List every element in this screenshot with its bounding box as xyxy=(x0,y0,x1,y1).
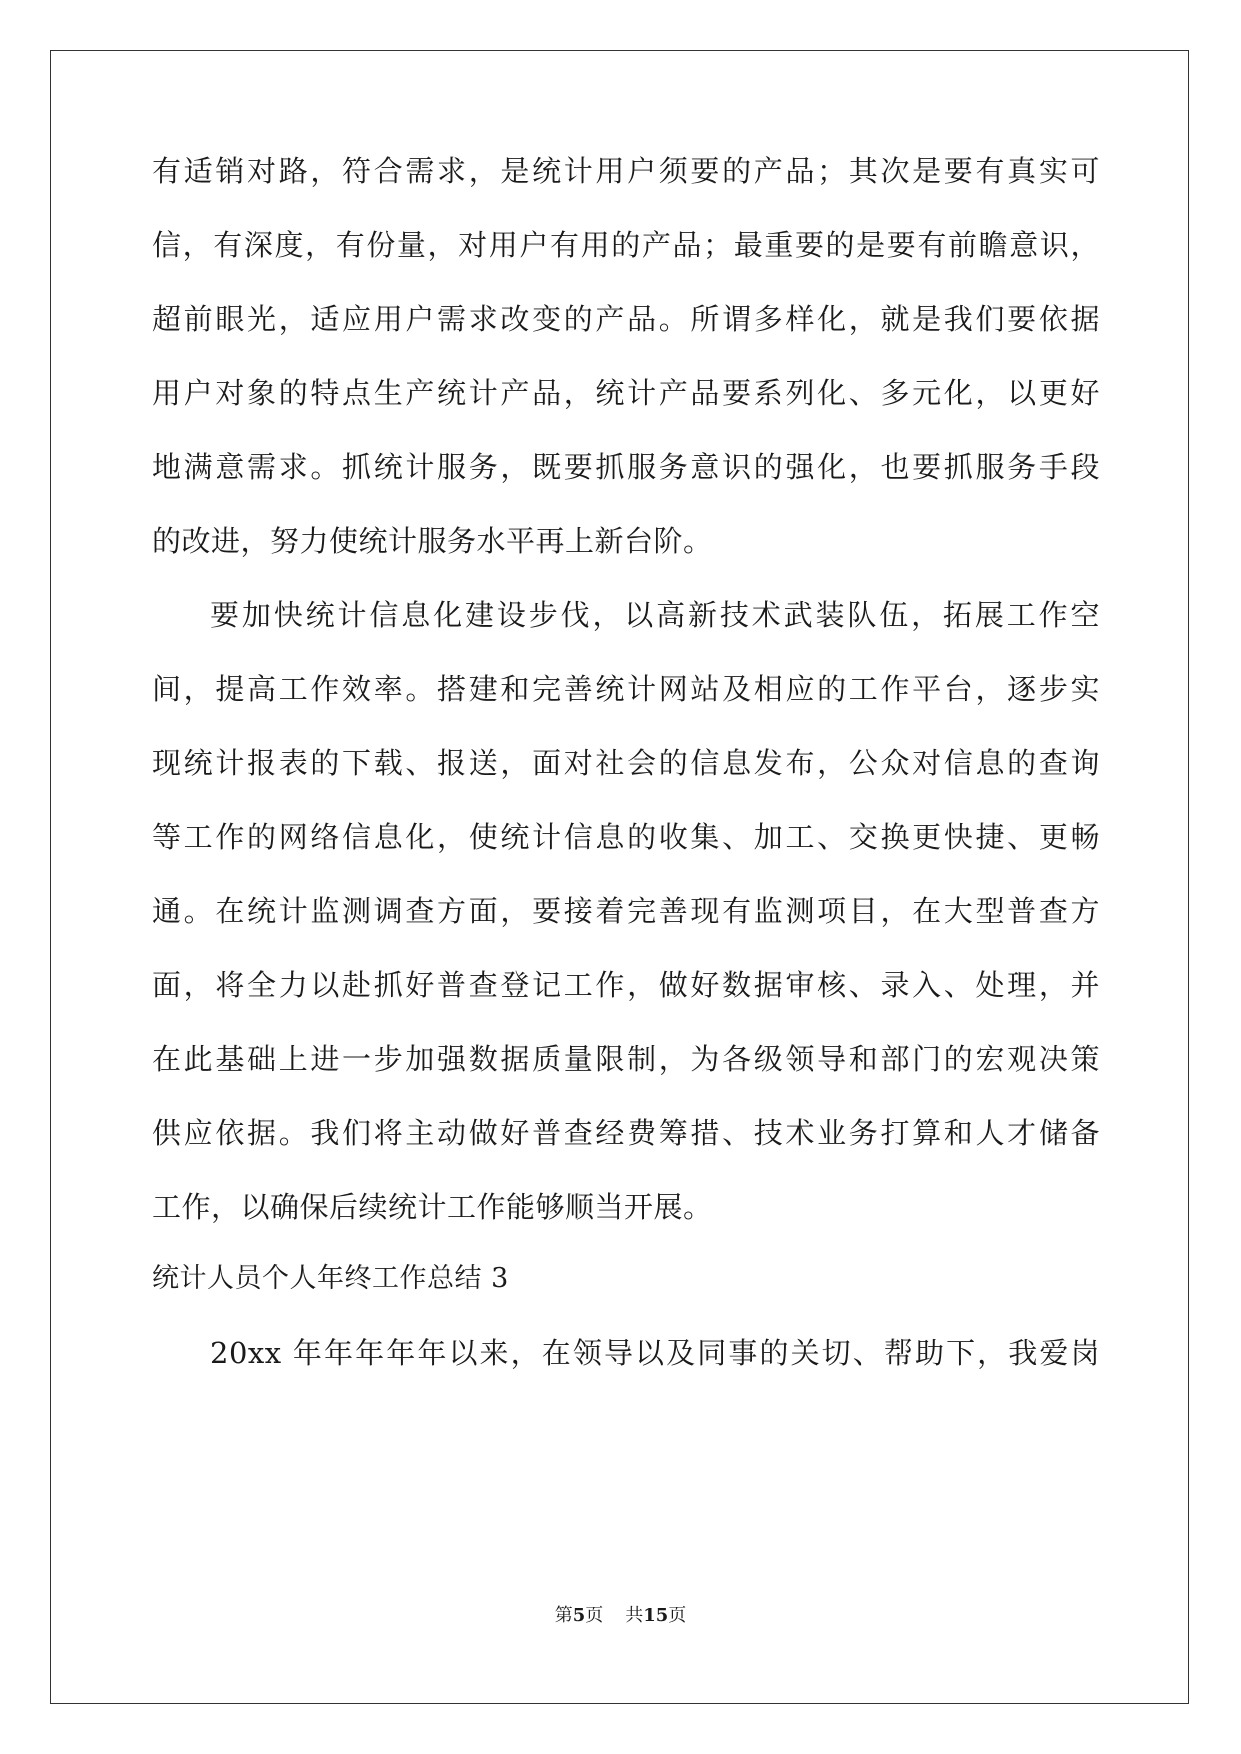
body-text-line: 有适销对路，符合需求，是统计用户须要的产品；其次是要有真实可 xyxy=(152,154,1100,188)
body-text-line: 在此基础上进一步加强数据质量限制，为各级领导和部门的宏观决策 xyxy=(152,1042,1100,1076)
body-text-line: 工作，以确保后续统计工作能够顺当开展。 xyxy=(152,1190,713,1224)
body-text-line: 通。在统计监测调查方面，要接着完善现有监测项目，在大型普查方 xyxy=(152,894,1100,928)
body-text-line: 现统计报表的下载、报送，面对社会的信息发布，公众对信息的查询 xyxy=(152,746,1100,780)
body-text-line-indented: 要加快统计信息化建设步伐，以高新技术武装队伍，拓展工作空 xyxy=(210,598,1100,632)
body-text-line: 面，将全力以赴抓好普查登记工作，做好数据审核、录入、处理，并 xyxy=(152,968,1100,1002)
body-text-line: 的改进，努力使统计服务水平再上新台阶。 xyxy=(152,524,713,558)
body-text-line: 信，有深度，有份量，对用户有用的产品；最重要的是要有前瞻意识， xyxy=(152,228,1100,262)
body-text-line: 超前眼光，适应用户需求改变的产品。所谓多样化，就是我们要依据 xyxy=(152,302,1100,336)
body-text-line: 用户对象的特点生产统计产品，统计产品要系列化、多元化，以更好 xyxy=(152,376,1100,410)
page-total-number: 15 xyxy=(643,1605,669,1626)
page-prefix: 第 xyxy=(554,1605,573,1626)
page-suffix: 页 xyxy=(585,1605,604,1626)
body-text-line: 等工作的网络信息化，使统计信息的收集、加工、交换更快捷、更畅 xyxy=(152,820,1100,854)
total-prefix: 共 xyxy=(625,1605,644,1626)
page-current-number: 5 xyxy=(572,1605,586,1626)
page-footer xyxy=(0,1604,1241,1628)
body-text-line: 间，提高工作效率。搭建和完善统计网站及相应的工作平台，逐步实 xyxy=(152,672,1100,706)
body-text-line: 地满意需求。抓统计服务，既要抓服务意识的强化，也要抓服务手段 xyxy=(152,450,1100,484)
page-border xyxy=(50,50,1189,1704)
total-suffix: 页 xyxy=(668,1605,687,1626)
body-text-line-indented: 20xx 年年年年年以来，在领导以及同事的关切、帮助下，我爱岗 xyxy=(210,1336,1100,1370)
section-heading: 统计人员个人年终工作总结 3 xyxy=(152,1263,509,1294)
body-text-line: 供应依据。我们将主动做好普查经费筹措、技术业务打算和人才储备 xyxy=(152,1116,1100,1150)
